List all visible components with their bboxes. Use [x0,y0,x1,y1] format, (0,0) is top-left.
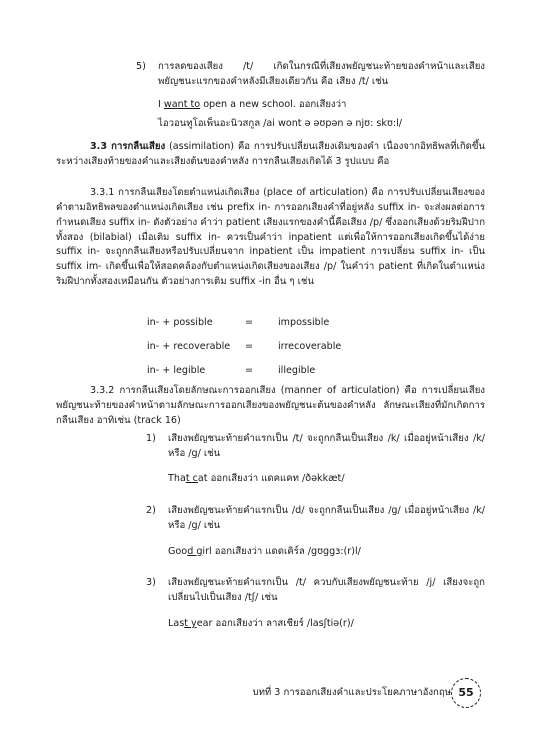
list-item-1 [146,432,485,462]
item-text: เสียงพยัญชนะท้ายคำแรกเป็น /t/ ควบกับเสียงพยัญชนะท้าย /j/ เสียงจะถูกเปลี่ยนไปเป็นเสียง /tʃ/ เช่น [168,577,485,603]
section-3-3-2-paragraph: 3.3.2 การกลืนเสียงโดยลักษณะการออกเสียง (manner of articulation) คือ การเปลี่ยนเสียงพยัญชนะท้ายของคำหน้าตามลักษณะการออกเสียงของพยัญชนะต้นของคำหลัง ลักษณะเสียงที่มักเกิดการกลืนเสียง อาทิเช่น (track 16) [56,385,485,426]
document-page: 5) การลดของเสียง /t/ เกิดในกรณีที่เสียงพยัญชนะท้ายของคำหน้าและเสียงพยัญชนะแรกของคำหลังมีเสียงเดียวกัน คือ เสียง /t/ เช่น I want to open a new school. ออกเสียงว่า ไอวอนทูโอเพ็นอะนิวสกูล /ai wont ə əʊpən ə njʊ: skʊ:l/ 3.3 การกลืนเสียง (assimilation) คือ การปรับเปลี่ยนเสียงเดิมของคำ เนื่องจากอิทธิพลที่เกิดขึ้นระหว่างเสียงท้ายของคำและเสียงต้นของคำหลัง การกลืนเสียงเกิดได้ 3 รูปแบบ คือ 3.3.1 การกลืนเสียงโดยตำแหน่งเกิดเสียง (place of articulation) คือ การปรับเปลี่ยนเสียงของคำตามอิทธิพลของตำแหน่งเกิดเสียง เช่น prefix in- การออกเสียงคำที่อยู่หลัง suffix in- จะส่งผลต่อการกำหนดเสียง suffix in- ดังตัวอย่าง คำว่า patient เสียงแรกของคำนี้คือเสียง /p/ ซึ่งออกเสียงด้วยริมฝีปากทั้งสอง (bilabial) เมื่อเติม suffix in- ควรเป็นคำว่า inpatient แต่เพื่อให้การออกเสียงเกิดขึ้นได้ง่าย suffix in- จะถูกกลืนเสียงหรือปรับเปลี่ยนจาก inpatient เป็น impatient การเปลี่ยน suffix in- เป็น suffix im- เกิดขึ้นเพื่อให้สอดคล้องกับตำแหน่งเกิดเสียงของเสียง /p/ ในคำว่า patient ที่เกิดในตำแหน่งริมฝีปากทั้งสองเหมือนกัน ตัวอย่างการเติม suffix -in อื่น ๆ เช่น in- + possible = impossible in- + recoverable = irrecoverable in- + legible = illegible 3.3.2 การกลืนเสียงโดยลักษณะการออกเสียง (manner of articulation) คือ การเปลี่ยนเสียงพยัญชนะท้ายของคำหน้าตามลักษณะการออกเสียงของพยัญชนะต้นของคำหลัง ลักษณะเสียงที่มักเกิดการกลืนเสียง อาทิเช่น (track 16) 1) เสียงพยัญชนะท้ายคำแรกเป็น /t/ จะถูกกลืนเป็นเสียง /k/ เมื่ออยู่หน้าเสียง /k/ หรือ /g/ เช่น That cat ออกเสียงว่า แดคแคท /ðəkkæt/ 2) เสียงพยัญชนะท้ายคำแรกเป็น /d/ จะถูกกลืนเป็นเสียง /g/ เมื่ออยู่หน้าเสียง /k/ หรือ /g/ เช่น Good girl ออกเสียงว่า แดดเคิร์ล /gʊggɜ:(r)l/ 3) เสียงพยัญชนะท้ายคำแรกเป็น /t/ ควบกับเสียงพยัญชนะท้าย /j/ เสียงจะถูกเปลี่ยนไปเป็นเสียง /tʃ/ เช่น Last year ออกเสียงว่า ลาสเชียร์ /lasʃtiə(r)/ บทที่ 3 การออกเสียงคำและประโยคภาษาอังกฤษ 55 [0,0,539,737]
example-sentence: I want to open a new school. ออกเสียงว่า [158,99,347,110]
underlined-phrase: t c [185,473,198,484]
example-sentence: Last year ออกเสียงว่า ลาสเชียร์ /lasʃtiə(r)/ [168,618,354,629]
item-number: 5) [136,61,146,72]
section-3-3-1-paragraph: 3.3.1 การกลืนเสียงโดยตำแหน่งเกิดเสียง (place of articulation) คือ การปรับเปลี่ยนเสียงของคำตามอิทธิพลของตำแหน่งเกิดเสียง เช่น prefix in- การออกเสียงคำที่อยู่หลัง suffix in- จะส่งผลต่อการกำหนดเสียง suffix in- ดังตัวอย่าง คำว่า patient เสียงแรกของคำนี้คือเสียง /p/ ซึ่งออกเสียงด้วยริมฝีปากทั้งสอง (bilabial) เมื่อเติม suffix in- ควรเป็นคำว่า inpatient แต่เพื่อให้การออกเสียงเกิดขึ้นได้ง่าย suffix in- จะถูกกลืนเสียงหรือปรับเปลี่ยนจาก inpatient เป็น impatient การเปลี่ยน suffix in- เป็น suffix im- เกิดขึ้นเพื่อให้สอดคล้องกับตำแหน่งเกิดเสียงของเสียง /p/ ในคำว่า patient ที่เกิดในตำแหน่งริมฝีปากทั้งสองเหมือนกัน ตัวอย่างการเติม suffix -in อื่น ๆ เช่น [56,187,485,288]
underlined-phrase: want to [163,99,201,110]
list-item-2 [146,504,485,534]
item-text: เสียงพยัญชนะท้ายคำแรกเป็น /d/ จะถูกกลืนเป็นเสียง /g/ เมื่ออยู่หน้าเสียง /k/ หรือ /g/ เช่น [168,505,485,531]
section-heading: 3.3 การกลืนเสียง [90,141,166,152]
list-item-5 [136,60,485,90]
list-item-3 [146,576,485,606]
item-number: 1) [146,433,156,444]
underlined-phrase: t y [184,618,197,629]
page-number: 55 [451,678,481,708]
item-text: การลดของเสียง /t/ เกิดในกรณีที่เสียงพยัญชนะท้ายของคำหน้าและเสียงพยัญชนะแรกของคำหลังมีเสียงเดียวกัน คือ เสียง /t/ เช่น [158,61,485,87]
item-number: 2) [146,505,156,516]
chapter-footer: บทที่ 3 การออกเสียงคำและประโยคภาษาอังกฤษ [252,687,451,698]
item-number: 3) [146,577,156,588]
underlined-phrase: d g [187,546,203,557]
item-text: เสียงพยัญชนะท้ายคำแรกเป็น /t/ จะถูกกลืนเป็นเสียง /k/ เมื่ออยู่หน้าเสียง /k/ หรือ /g/ เช่น [168,433,485,459]
example-sentence: That cat ออกเสียงว่า แดคแคท /ðəkkæt/ [168,473,345,484]
section-text: (assimilation) คือ การปรับเปลี่ยนเสียงเดิมของคำ เนื่องจากอิทธิพลที่เกิดขึ้นระหว่างเสียงท้ายของคำและเสียงต้นของคำหลัง การกลืนเสียงเกิดได้ 3 รูปแบบ คือ [56,141,485,167]
example-pronunciation: ไอวอนทูโอเพ็นอะนิวสกูล /ai wont ə əʊpən ə njʊ: skʊ:l/ [158,118,402,129]
section-3-3-paragraph [56,140,485,170]
example-sentence: Good girl ออกเสียงว่า แดดเคิร์ล /gʊggɜ:(r)l/ [168,546,361,557]
